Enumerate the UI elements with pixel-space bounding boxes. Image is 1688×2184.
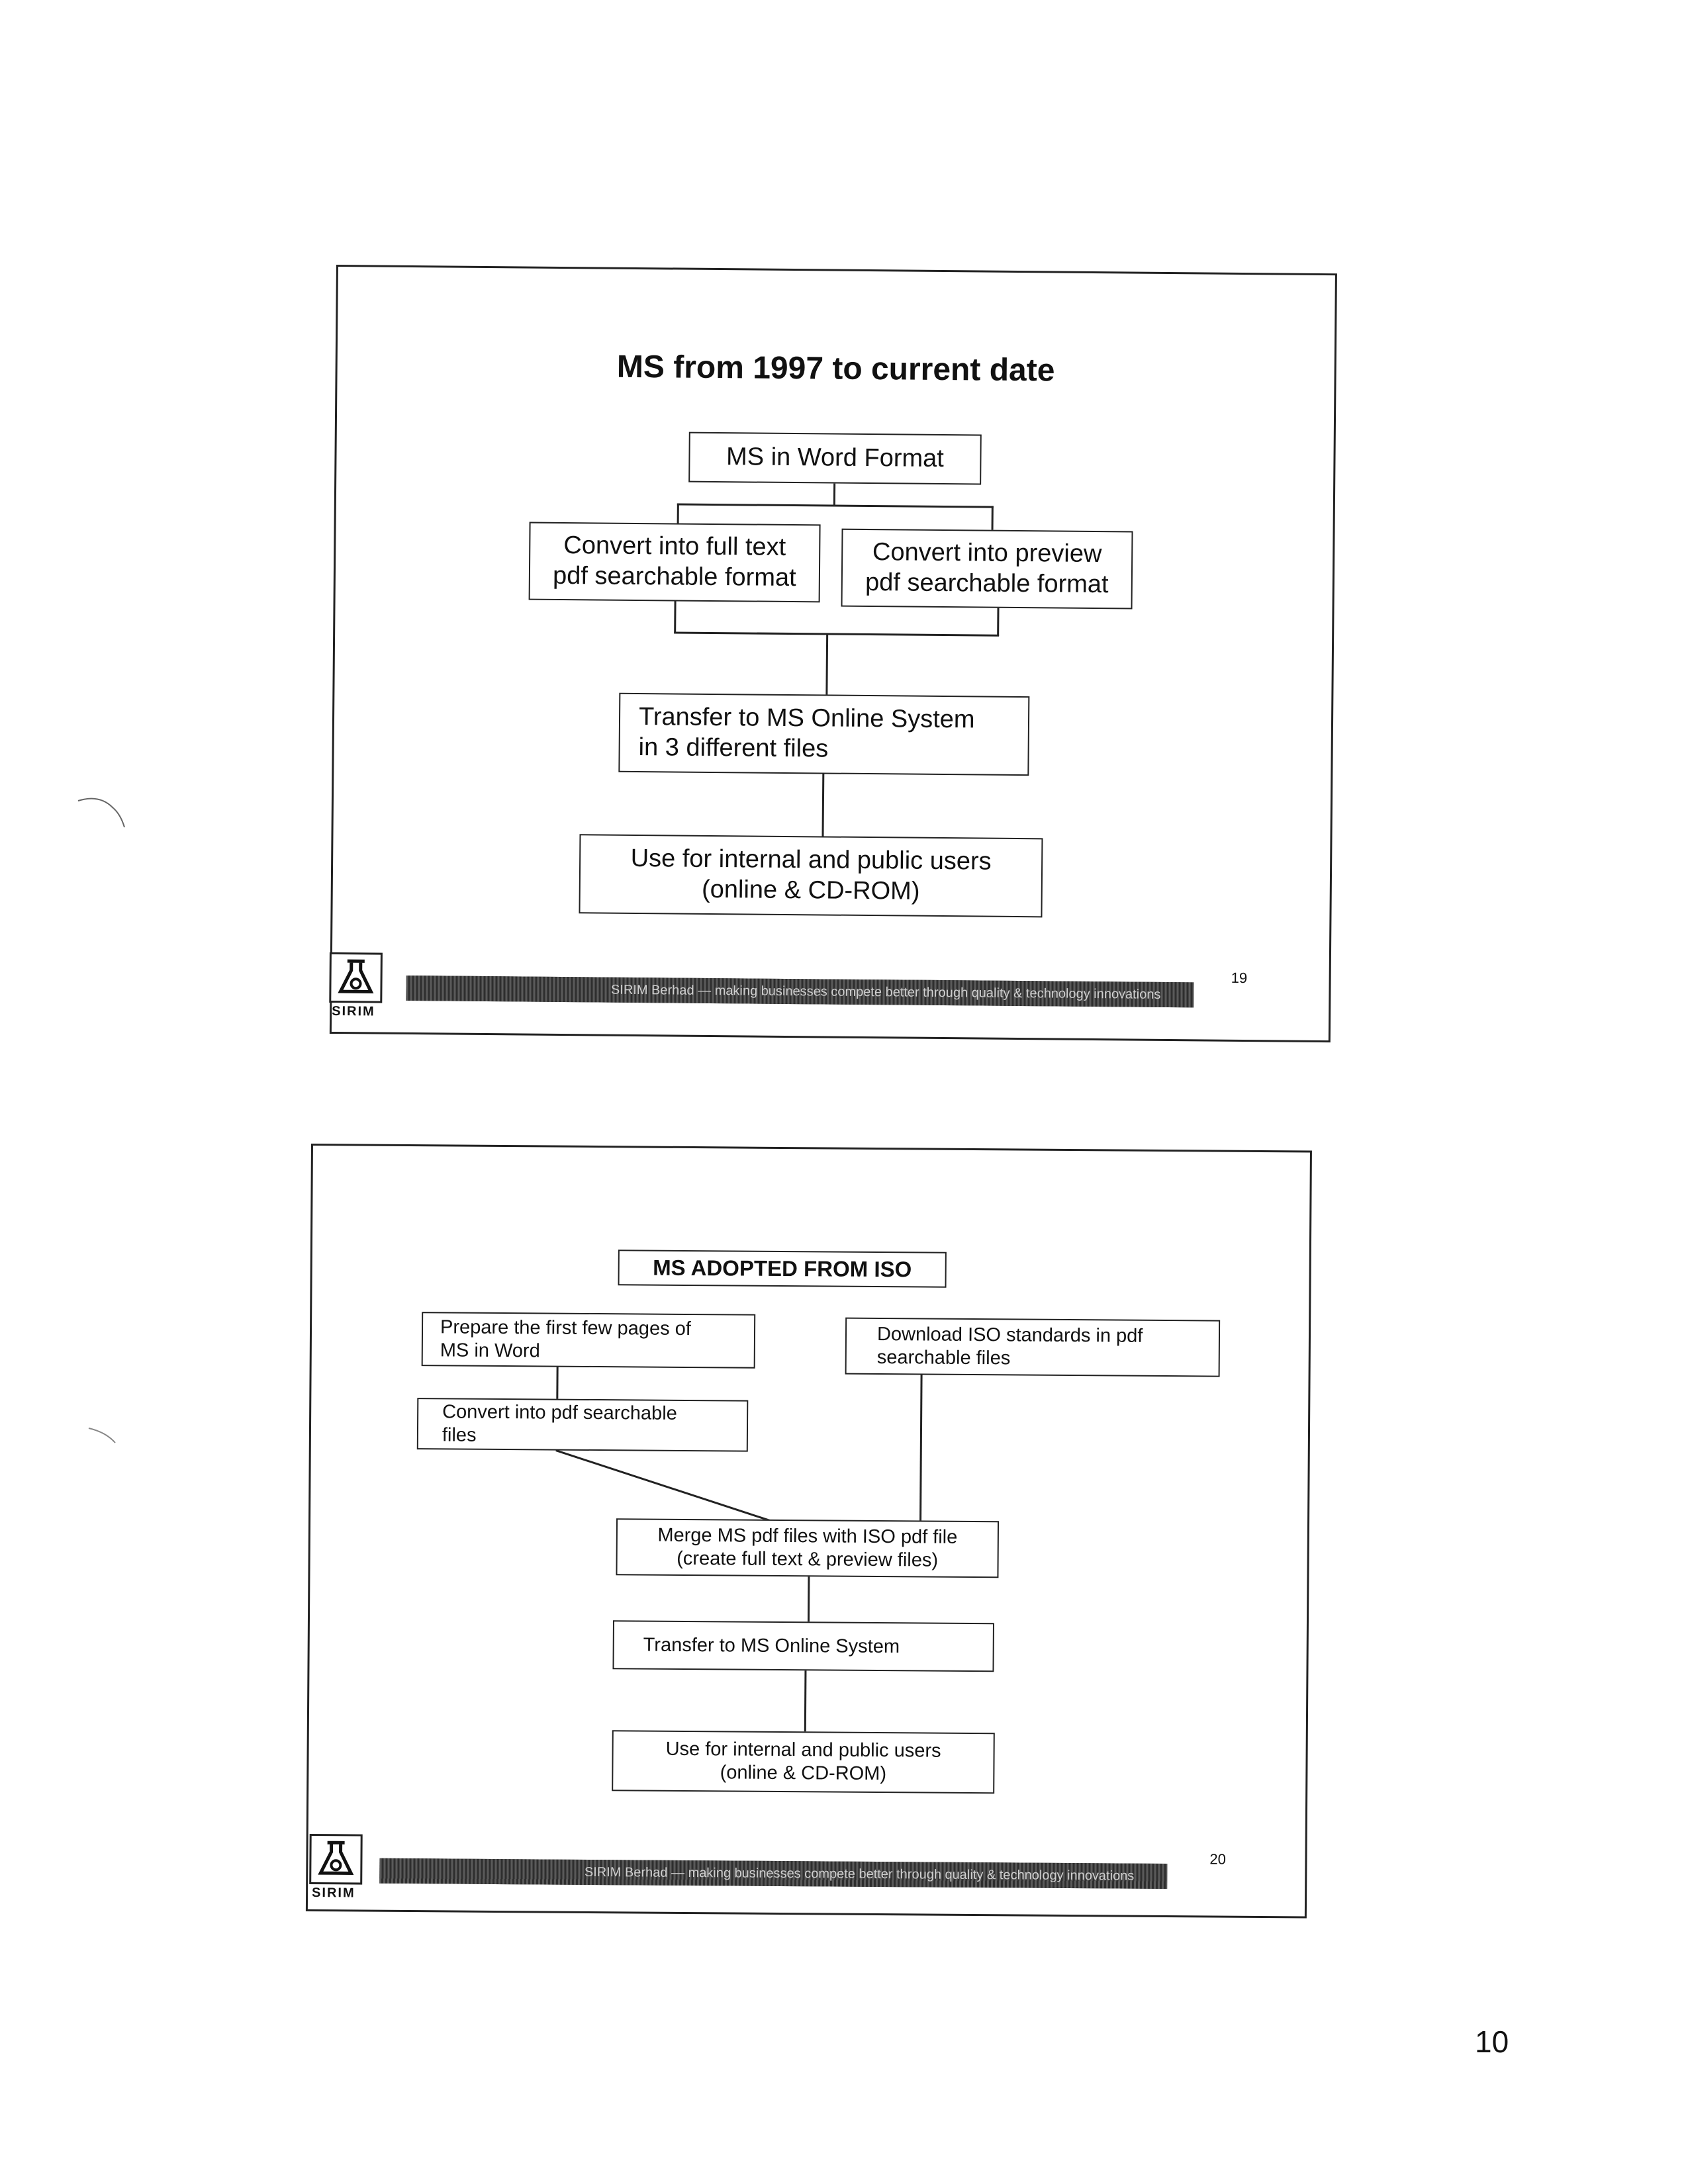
connector-merge-left (674, 601, 676, 633)
box-convert-pdf-searchable-line1: Convert into pdf searchable (442, 1401, 677, 1425)
box-convert-full-text-line2: pdf searchable format (552, 561, 796, 592)
flask-icon (311, 1836, 360, 1883)
slide-20-number: 20 (1209, 1850, 1227, 1868)
page-number: 10 (1475, 2025, 1509, 2059)
box-convert-preview-line2: pdf searchable format (865, 568, 1109, 599)
sirim-logo-icon (329, 952, 383, 1003)
box-convert-preview-line1: Convert into preview (872, 538, 1102, 569)
slide-19-footer-bar: SIRIM Berhad — making businesses compete better through quality & technology innovations (406, 976, 1194, 1007)
slide-20-title: MS ADOPTED FROM ISO (653, 1255, 912, 1282)
box-use-internal-public-20-line2: (online & CD-ROM) (720, 1762, 887, 1785)
slide-19 (330, 265, 1337, 1042)
connector-transfer-to-use (821, 774, 824, 837)
connector-merge-to-transfer (825, 633, 828, 696)
connector-word-to-split (833, 484, 835, 506)
box-use-internal-public-20 (612, 1730, 995, 1794)
box-transfer-ms-online-system-text: Transfer to MS Online System (643, 1634, 900, 1657)
box-transfer-ms-online-line1: Transfer to MS Online System (638, 703, 975, 734)
slide-20 (306, 1144, 1312, 1919)
box-convert-full-text-line1: Convert into full text (563, 531, 786, 562)
slide-19-title: MS from 1997 to current date (616, 349, 1055, 388)
box-merge-pdf-files-line1: Merge MS pdf files with ISO pdf file (657, 1524, 958, 1549)
box-use-internal-public-20-line1: Use for internal and public users (665, 1738, 941, 1762)
box-ms-word-format (688, 432, 982, 485)
flask-icon (331, 954, 381, 1001)
connector-merge-horizontal (674, 631, 999, 636)
box-use-internal-public-line1: Use for internal and public users (630, 844, 992, 876)
sirim-logo-label: SIRIM (312, 1886, 355, 1901)
box-convert-full-text (529, 522, 821, 603)
box-convert-pdf-searchable-line2: files (442, 1424, 477, 1446)
sirim-logo-icon (309, 1834, 363, 1885)
box-use-internal-public-line2: (online & CD-ROM) (701, 875, 920, 905)
box-download-iso-line2: searchable files (876, 1346, 1011, 1369)
box-merge-pdf-files (616, 1518, 999, 1578)
connector-split-right (992, 506, 994, 531)
box-prepare-first-pages-line2: MS in Word (440, 1340, 540, 1362)
box-ms-word-format-text: MS in Word Format (726, 443, 945, 473)
box-use-internal-public (579, 834, 1043, 917)
box-transfer-ms-online (618, 693, 1029, 776)
connector-merge-to-transfer (808, 1576, 810, 1623)
connector-split-left (677, 504, 679, 525)
box-transfer-ms-online-line2: in 3 different files (638, 733, 829, 763)
connector-merge-right (997, 608, 999, 636)
slide-19-number: 19 (1231, 969, 1248, 987)
box-convert-preview (841, 529, 1133, 610)
box-transfer-ms-online-system (612, 1620, 994, 1672)
sirim-logo-label: SIRIM (332, 1003, 375, 1019)
box-merge-pdf-files-line2: (create full text & preview files) (677, 1547, 939, 1571)
scan-mark-top (73, 788, 132, 841)
box-download-iso-line1: Download ISO standards in pdf (876, 1324, 1143, 1347)
scan-mark-bottom (86, 1423, 126, 1449)
box-prepare-first-pages-line1: Prepare the first few pages of (440, 1316, 691, 1340)
slide-20-footer-bar: SIRIM Berhad — making businesses compete better through quality & technology innovations (379, 1858, 1167, 1889)
